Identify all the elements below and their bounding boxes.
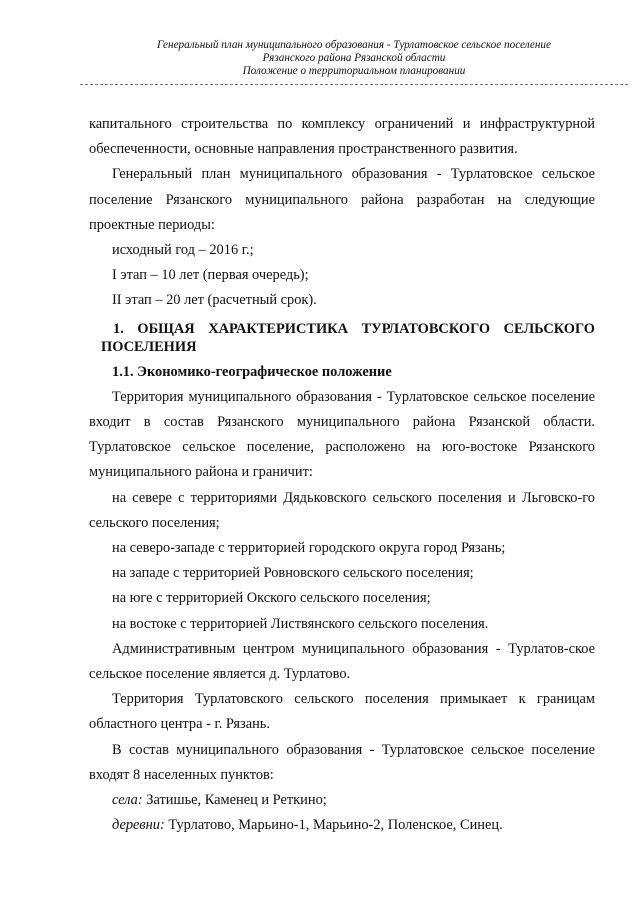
section-heading: 1. ОБЩАЯ ХАРАКТЕРИСТИКА ТУРЛАТОВСКОГО СЕЛЬСКОГО ПОСЕЛЕНИЯ — [101, 320, 595, 356]
subsection-heading: 1.1. Экономико-географическое положение — [112, 363, 392, 380]
header-divider — [80, 84, 628, 85]
settlement-type-label: села: — [112, 792, 143, 809]
paragraph: Генеральный план муниципального образования - Турлатовское сельское поселение Рязанского муниципального района разработан на следующие проектные периоды: — [89, 166, 595, 233]
paragraph: В состав муниципального образования - Турлатовское сельское поселение входят 8 населенных пунктов: — [89, 741, 595, 783]
list-item: на юге с территорией Окского сельского поселения; — [112, 590, 431, 607]
paragraph: Территория Турлатовского сельского поселения примыкает к границам областного центра - г. Рязань. — [89, 691, 595, 733]
settlement-list: Затишье, Каменец и Реткино; — [142, 792, 327, 809]
running-header — [80, 39, 628, 85]
list-item: на северо-западе с территорией городского округа город Рязань; — [112, 540, 506, 557]
settlement-type-label: деревни: — [112, 817, 165, 834]
list-item: на севере с территориями Дядьковского сельского поселения и Льговско-го сельского поселения; — [89, 489, 595, 531]
paragraph: Административным центром муниципального образования - Турлатов-ское сельское поселение является д. Турлатово. — [89, 640, 595, 683]
list-item — [89, 788, 595, 813]
list-item: исходный год – 2016 г.; — [112, 242, 254, 259]
list-item: I этап – 10 лет (первая очередь); — [112, 267, 309, 284]
list-item: на западе с территорией Ровновского сельского поселения; — [112, 565, 474, 582]
list-item: на востоке с территорией Листвянского сельского поселения. — [112, 615, 489, 632]
paragraph: Территория муниципального образования - Турлатовское сельское поселение входит в состав Рязанского муниципального района Рязанской области. Турлатовское сельское поселение, расположено на юго-востоке Рязанского муниципального района и граничит: — [89, 388, 595, 481]
header-line-1: Генеральный план муниципального образования - Турлатовское сельское поселение — [157, 39, 551, 51]
header-line-3: Положение о территориальном планировании — [242, 65, 466, 77]
settlement-list: Турлатово, Марьино-1, Марьино-2, Поленское, Синец. — [164, 817, 503, 834]
paragraph: капитального строительства по комплексу ограничений и инфраструктурной обеспеченности, основные направления пространственного развития. — [89, 116, 595, 158]
list-item: II этап – 20 лет (расчетный срок). — [112, 292, 317, 309]
list-item — [89, 813, 595, 838]
header-line-2: Рязанского района Рязанской области — [262, 52, 446, 64]
document-body — [89, 112, 595, 838]
